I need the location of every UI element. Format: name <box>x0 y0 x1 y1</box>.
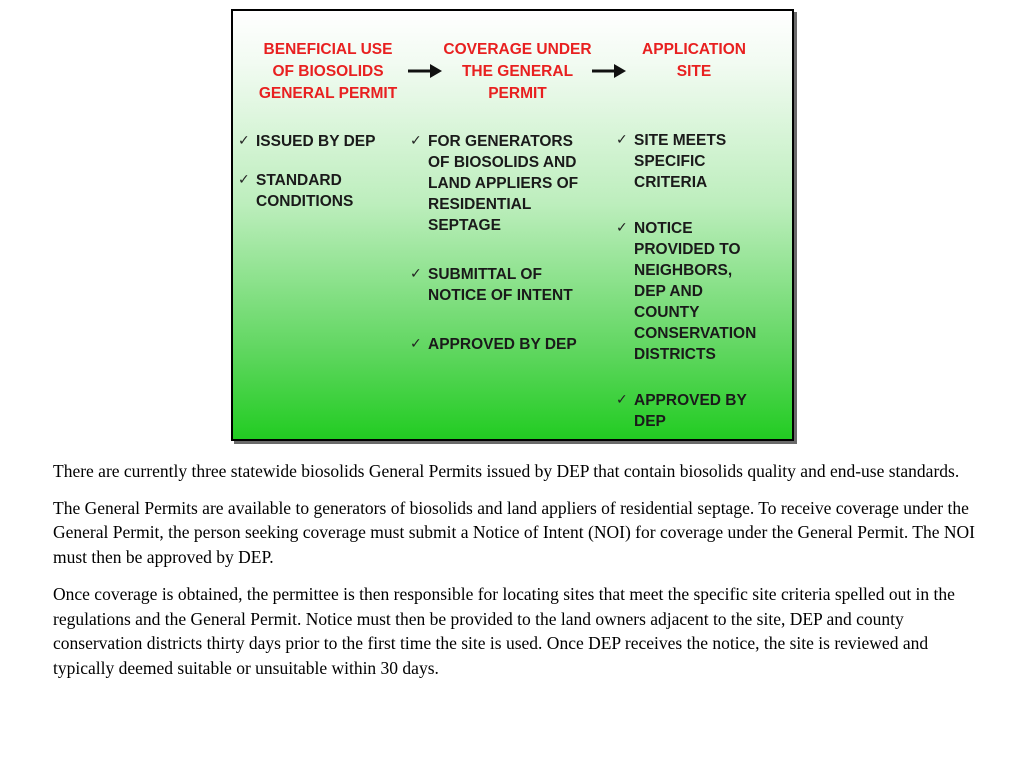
item-line: CRITERIA <box>634 174 708 191</box>
heading-line: THE GENERAL <box>461 63 574 80</box>
process-diagram <box>231 9 794 441</box>
paragraph-general-permits: There are currently three statewide biosolids General Permits issued by DEP that contain biosolids quality and end-use standards. <box>53 461 960 481</box>
heading-line: SITE <box>676 63 712 80</box>
heading-line: BENEFICIAL USE <box>263 41 393 58</box>
column-heading-coverage <box>424 39 611 105</box>
item-line: APPROVED BY <box>634 392 747 409</box>
item-line: SEPTAGE <box>428 217 501 234</box>
checklist-item <box>614 130 792 193</box>
column-heading-application-site <box>624 39 764 83</box>
description-text <box>53 459 983 692</box>
heading-line: APPLICATION <box>642 41 746 58</box>
general-permit-checklist <box>236 131 416 212</box>
checkmark-icon: ✓ <box>410 133 422 149</box>
item-line: CONSERVATION <box>634 325 757 342</box>
checklist-item <box>408 131 608 236</box>
item-line: SITE MEETS <box>634 132 727 149</box>
heading-line: PERMIT <box>488 85 547 102</box>
checklist-item <box>236 131 416 152</box>
heading-line: OF BIOSOLIDS <box>272 63 384 80</box>
item-line: ISSUED BY DEP <box>256 133 376 150</box>
checklist-item <box>408 264 608 306</box>
checklist-item <box>236 170 416 212</box>
heading-line: GENERAL PERMIT <box>258 85 398 102</box>
item-line: RESIDENTIAL <box>428 196 532 213</box>
checkmark-icon: ✓ <box>410 336 422 352</box>
item-line: OF BIOSOLIDS AND <box>428 154 577 171</box>
item-line: PROVIDED TO <box>634 241 741 258</box>
checkmark-icon: ✓ <box>616 220 628 236</box>
item-line: SUBMITTAL OF <box>428 266 542 283</box>
item-line: FOR GENERATORS <box>428 133 573 150</box>
checklist-item <box>614 218 792 365</box>
paragraph-coverage: The General Permits are available to generators of biosolids and land appliers of residential septage. To receive coverage under the General Permit, the person seeking coverage must submit a Notice of Intent (NOI) for coverage under the General Permit. The NOI must then be approved by DEP. <box>53 497 975 567</box>
item-line: DEP AND <box>634 283 703 300</box>
item-line: STANDARD <box>256 172 342 189</box>
item-line: SPECIFIC <box>634 153 706 170</box>
item-line: APPROVED BY DEP <box>428 336 577 353</box>
item-line: NOTICE OF INTENT <box>428 287 573 304</box>
item-line: DEP <box>634 413 666 430</box>
paragraph-site-notice: Once coverage is obtained, the permittee is then responsible for locating sites that meet the specific site criteria spelled out in the regulations and the General Permit. Notice must then be provided to the land owners adjacent to the site, DEP and county conservation districts thirty days prior to the first time the site is used. Once DEP receives the notice, the site is reviewed and typically deemed suitable or unsuitable within 30 days. <box>53 584 955 678</box>
item-line: CONDITIONS <box>256 193 354 210</box>
item-line: COUNTY <box>634 304 700 321</box>
right-arrow-icon <box>591 63 627 79</box>
application-site-checklist <box>614 130 792 432</box>
column-heading-general-permit <box>237 39 419 105</box>
item-line: DISTRICTS <box>634 346 716 363</box>
heading-line: COVERAGE UNDER <box>443 41 592 58</box>
checkmark-icon: ✓ <box>616 132 628 148</box>
item-line: NEIGHBORS, <box>634 262 733 279</box>
checklist-item <box>408 334 608 355</box>
item-line: LAND APPLIERS OF <box>428 175 579 192</box>
coverage-checklist <box>408 131 608 355</box>
checklist-item <box>614 390 792 432</box>
checkmark-icon: ✓ <box>238 133 250 149</box>
checkmark-icon: ✓ <box>410 266 422 282</box>
item-line: NOTICE <box>634 220 693 237</box>
checkmark-icon: ✓ <box>238 172 250 188</box>
checkmark-icon: ✓ <box>616 392 628 408</box>
